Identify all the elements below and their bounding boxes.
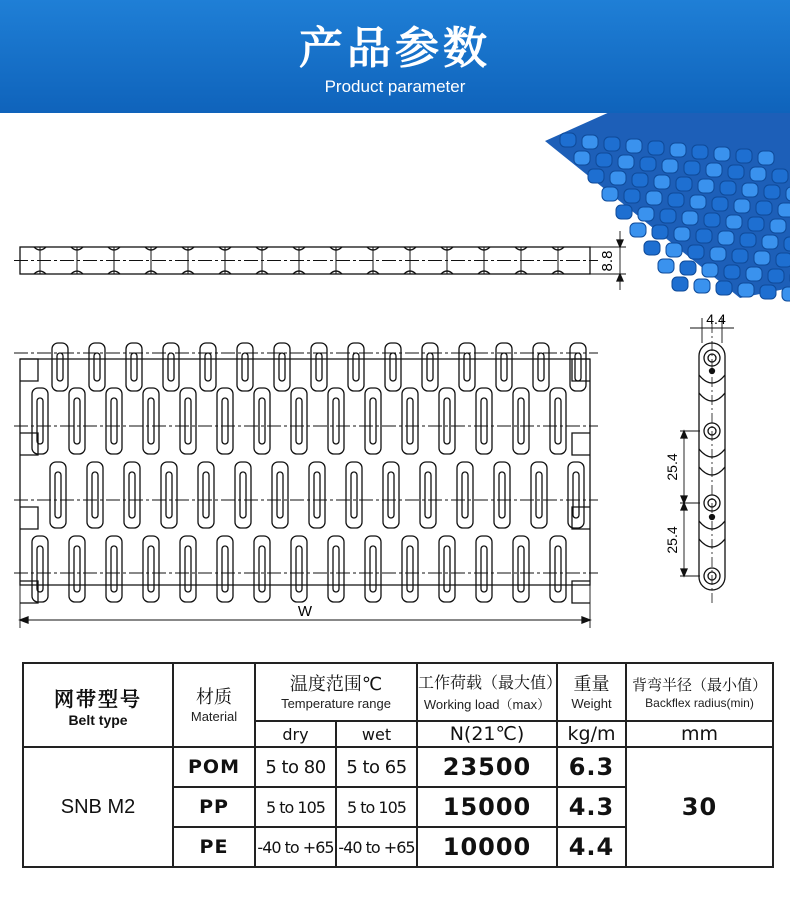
pitch-dimension-2: 25.4 xyxy=(664,526,680,554)
material-cell: PP xyxy=(173,787,255,827)
thickness-dimension: 8.8 xyxy=(599,250,616,272)
header-banner xyxy=(0,0,790,113)
load-cell: 10000 xyxy=(417,827,557,867)
weight-cell: 4.4 xyxy=(557,827,626,867)
page-title: 产品参数 xyxy=(299,23,491,74)
weight-cell: 6.3 xyxy=(557,747,626,787)
dry-temp-cell: 5 to 80 xyxy=(255,747,336,787)
parameter-table-body xyxy=(22,662,774,868)
pitch-dimension-1: 25.4 xyxy=(664,453,680,481)
wet-temp-cell: 5 to 65 xyxy=(336,747,417,787)
dry-subheader: dry xyxy=(255,721,336,747)
weight-unit: kg/m xyxy=(557,721,626,747)
backflex-value: 30 xyxy=(626,747,773,867)
load-unit: N(21℃) xyxy=(417,721,557,747)
belt-model: SNB M2 xyxy=(23,747,173,867)
page-subtitle: Product parameter xyxy=(324,77,466,96)
backflex-header-cell: 背弯半径（最小值） Backflex radius(min) xyxy=(626,663,773,721)
load-cell: 23500 xyxy=(417,747,557,787)
wet-temp-cell: -40 to +65 xyxy=(336,827,417,867)
load-cell: 15000 xyxy=(417,787,557,827)
table-row xyxy=(23,747,773,787)
wet-temp-cell: 5 to 105 xyxy=(336,787,417,827)
belt-product-image xyxy=(545,113,790,301)
weight-header-cell: 重量 Weight xyxy=(557,663,626,721)
backflex-unit: mm xyxy=(626,721,773,747)
top-view xyxy=(14,343,598,628)
side-link-view xyxy=(680,318,734,603)
material-cell: POM xyxy=(173,747,255,787)
load-header-cell: 工作荷载（最大值） Working load（max） xyxy=(417,663,557,721)
weight-cell: 4.3 xyxy=(557,787,626,827)
dry-temp-cell: -40 to +65 xyxy=(255,827,336,867)
technical-drawing xyxy=(0,113,790,653)
dry-temp-cell: 5 to 105 xyxy=(255,787,336,827)
wet-subheader: wet xyxy=(336,721,417,747)
material-header-cell: 材质 Material xyxy=(173,663,255,747)
material-cell: PE xyxy=(173,827,255,867)
width-dimension: W xyxy=(297,603,313,620)
side-profile-view xyxy=(14,231,626,290)
pin-dimension: 4.4 xyxy=(706,311,726,327)
temperature-header-cell: 温度范围℃ Temperature range xyxy=(255,663,417,721)
belt-type-header-cell: 网带型号 Belt type xyxy=(23,663,173,747)
